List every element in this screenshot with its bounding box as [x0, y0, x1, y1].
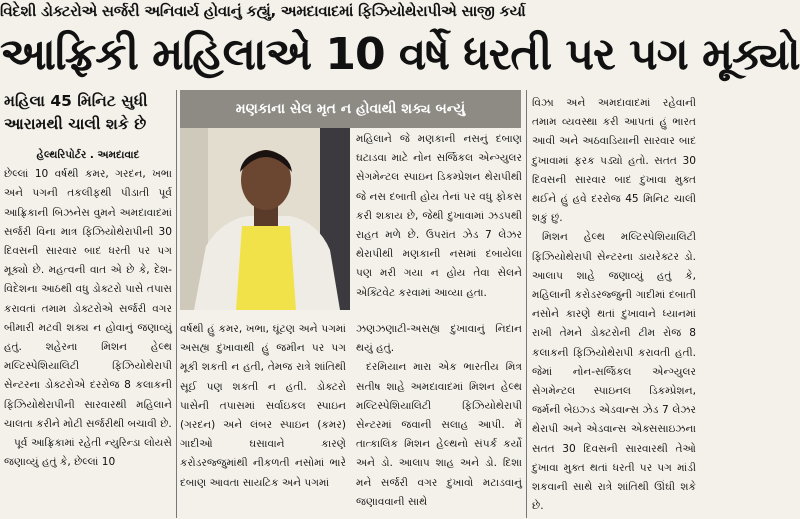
lower-right-para-1: ઝણઝણાટી-અસહ્ય દુખાવાનું નિદાન થયું હતું.	[356, 323, 522, 355]
woman-photo	[180, 128, 350, 310]
lower-mid-para-1: વર્ષથી હું કમર, ખભા, ઘૂંટણ અને પગમાં અસહ્ય દુખાવાથી હું જમીન પર પગ મૂકી શકતી ન હતી, તેમજ રાત્રે શાંતિથી સૂઈ પણ શકતી ન હતી. ડોક્ટરો પાસેની તપાસમાં સર્વાઇકલ સ્પાઇન (ગરદન) અને લંબર સ્પાઇન (કમર) ગાદીઓ ઘસાવાને કારણે કરોડરજ્જુમાંથી નીકળતી નસોમાં ભારે દબાણ આવતા સાયટિક અને પગમાં	[180, 323, 346, 489]
column-3	[532, 94, 696, 514]
subhead: મહિલા 45 મિનિટ સુધી આરામથી ચાલી શકે છે	[4, 92, 148, 133]
col3-para-1: વિઝા અને અમદાવાદમાં રહેવાની તમામ વ્યવસ્થા કરી આપતાં હું ભારત આવી અને અઠવાડિયાની સારવાર બાદ દુખાવામાં ફરક પડ્યો હતો. સતત 30 દિવસની સારવાર બાદ દુખાવા મુક્ત થઈને હું હવે દરરોજ 45 મિનિટ ચાલી શકું છું.	[532, 97, 696, 225]
photo-banner: મણકાના સેલ મૃત ન હોવાથી શક્ય બન્યું	[180, 90, 521, 128]
main-headline: આફ્રિકી મહિલાએ 10 વર્ષે ધરતી પર પગ મૂક્યો	[0, 29, 800, 80]
column-divider	[176, 90, 177, 518]
top-headline: વિદેશી ડોક્ટરોએ સર્જરી અનિવાર્ય હોવાનું કહ્યું, અમદાવાદમાં ફિઝિયોથેરાપીએ સાજી કર્યા	[0, 2, 526, 20]
column-1	[4, 146, 172, 518]
portrait-illustration	[180, 128, 350, 310]
col1-para-1: છેલ્લાં 10 વર્ષથી કમર, ગરદન, ખભા અને પગની તકલીફથી પીડાતી પૂર્વ આફ્રિકાની બિઝનેસ વુમને અમદાવાદમાં સર્જરી વિના માત્ર ફિઝિયોથેરાપીની 30 દિવસની સારવાર બાદ ધરતી પર પગ મૂક્યો છે. મહત્વની વાત એ છે કે, દેશ-વિદેશના આઠથી વધુ ડોક્ટરો પાસે તપાસ કરાવતાં તમામ ડોક્ટરોએ સર્જરી વગર બીમારી મટવી શક્ય ન હોવાનું જણાવ્યું હતું. શહેરના મિશન હેલ્થ મલ્ટિસ્પેશિયાલિટી ફિઝિયોથેરાપી સેન્ટરના ડોક્ટરોએ દરરોજ 8 કલાકની ફિઝિયોથેરાપીની સારવારથી મહિલાને ચાલતા કરીને મોટી સર્જરીથી બચાવી છે.	[4, 168, 172, 430]
lower-right-para-2: દરમિયાન મારા એક ભારતીય મિત્ર સતીષ શાહે અમદાવાદમાં મિશન હેલ્થ મલ્ટિસ્પેશિયાલિટી ફિઝિયોથેરાપી સેન્ટરમાં જવાની સલાહ આપી. મેં તાત્કાલિક મિશન હેલ્થનો સંપર્ક કર્યો અને ડો. આલાપ શાહ અને ડો. દિશા મને સર્જરી વગર દુખાવો મટાડવાનું જણાવવાની સાથે	[356, 361, 522, 508]
column-2-lower-right	[356, 320, 522, 516]
col2-para-1: મહિલાને જે મણકાની નસનું દબાણ ઘટાડવા માટે નોન સર્જિકલ એન્ગ્યુલર સેગમેન્ટલ સ્પાઇન ડિકમ્પ્રેશન થેરાપીથી જે નસ દબાતી હોય તેનાં પર વધુ ફોકસ કરી શકાય છે, જેથી દુખાવામાં ઝડપથી રાહત મળે છે. ઉપરાંત ઝેડ 7 લેઝર થેરાપીથી મણકાની નસમાં દબાયેલા પણ મરી ગયા ન હોય તેવા સેલને એક્ટિવેટ કરવામાં આવ્યા હતા.	[356, 133, 522, 299]
column-2-lower-left	[180, 320, 346, 516]
byline: હેલ્થરિપોર્ટર . અમદાવાદ	[36, 149, 140, 161]
column-divider	[526, 90, 527, 518]
column-2-upper	[356, 130, 522, 310]
col1-para-2: પૂર્વ આફ્રિકામાં રહેતી ન્યુરિન્ડા લોયસે જણાવ્યું હતું કે, છેલ્લાં 10	[4, 437, 172, 469]
col3-para-2: મિશન હેલ્થ મલ્ટિસ્પેશિયાલિટી ફિઝિયોથેરાપી સેન્ટરના ડાયરેક્ટર ડો. આલાપ શાહે જણાવ્યું હતું કે, મહિલાની કરોડરજ્જુની ગાદીમાં દબાતી નસોને કારણે થતાં દુખાવાને ધ્યાનમાં રાખી તેમને ડોક્ટરોની ટીમ રોજ 8 કલાકની ફિઝિયોથેરાપી કરાવતી હતી. જેમાં નોન-સર્જિકલ એન્ગ્યુલર સેગમેન્ટલ સ્પાઇનલ ડિકમ્પ્રેશન, જર્મની બેઇઝ્ડ એડવાન્સ ઝેડ 7 લેઝર થેરાપી અને એડવાન્સ એક્સસાઇઝના સતત 30 દિવસની સારવારથી તેઓ દુખાવા મુક્ત થતાં ધરતી પર પગ માંડી શકવાની સાથે રાત્રે શાંતિથી ઊંઘી શકે છે.	[532, 231, 696, 513]
